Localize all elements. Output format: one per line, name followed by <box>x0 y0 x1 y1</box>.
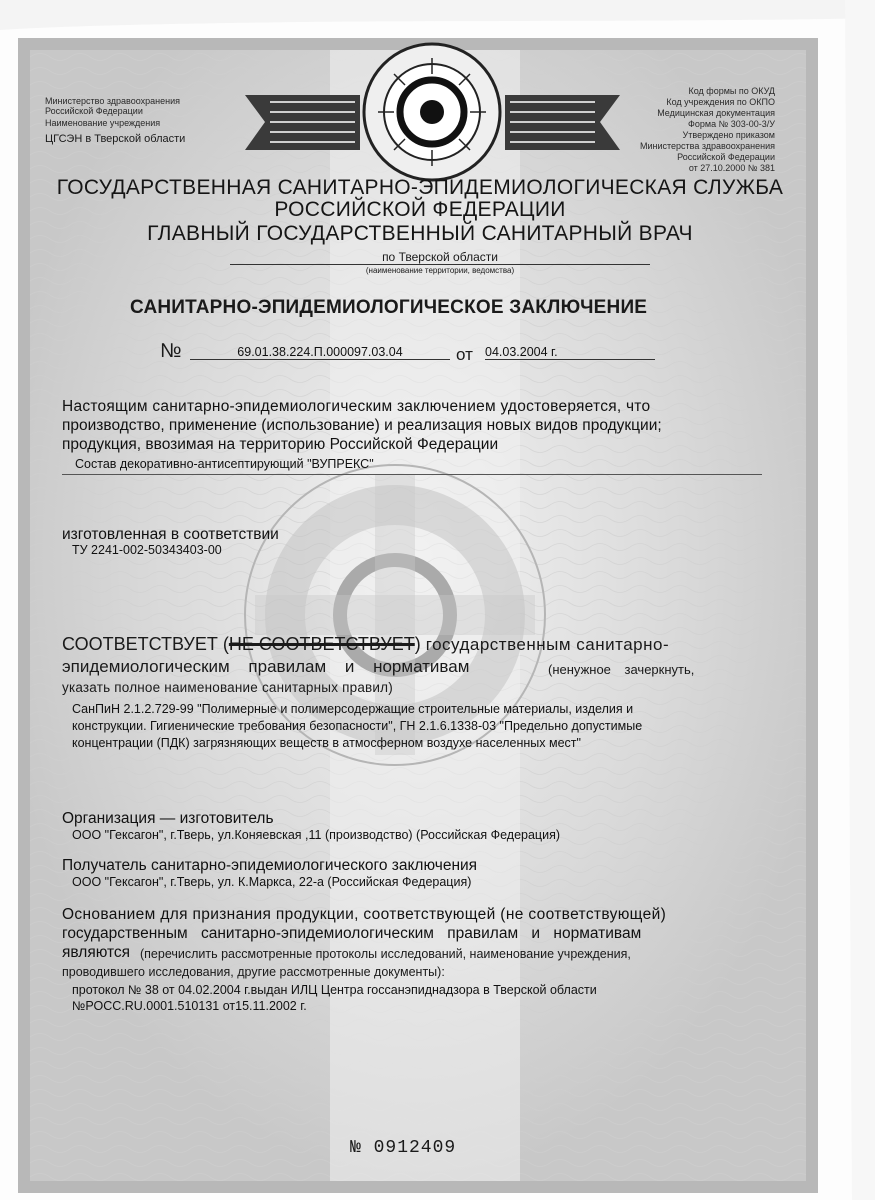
certificate-number: 69.01.38.224.П.000097.03.04 <box>190 345 450 360</box>
protocol-value-2: №РОСС.RU.0001.510131 от15.11.2002 г. <box>72 999 307 1013</box>
form-code-line: Код формы по ОКУД <box>688 86 775 96</box>
intro-line-1: Настоящим санитарно-эпидемиологическим заключением удостоверяется, что <box>62 398 651 415</box>
service-title: ГОСУДАРСТВЕННАЯ САНИТАРНО-ЭПИДЕМИОЛОГИЧЕСКАЯ СЛУЖБА <box>56 176 784 199</box>
institution-name: ЦГСЭН в Тверской области <box>45 133 186 145</box>
form-code-line: Форма № 303-00-3/У <box>688 119 775 129</box>
territory-value: по Тверской области <box>230 250 650 265</box>
ministry-label: Министерство здравоохранения <box>45 96 180 106</box>
product-name: Состав декоративно-антисептирующий "ВУПРЕКС" <box>75 457 374 471</box>
not-conforms-struck: НЕ СООТВЕТСТВУЕТ <box>228 634 415 654</box>
conforms-word: СООТВЕТСТВУЕТ <box>62 634 218 654</box>
conformity-line-3: указать полное наименование санитарных правил) <box>62 680 393 695</box>
number-label: № <box>160 340 182 362</box>
conformity-line-1: СООТВЕТСТВУЕТ (НЕ СООТВЕТСТВУЕТ) государственным санитарно- <box>62 634 670 654</box>
intro-line-2: производство, применение (использование) и реализация новых видов продукции; <box>62 417 662 434</box>
manufacturer-label: Организация — изготовитель <box>62 810 274 827</box>
form-code-line: Министерства здравоохранения <box>640 141 775 151</box>
serial-number: № 0912409 <box>350 1138 457 1158</box>
chief-doctor-title: ГЛАВНЫЙ ГОСУДАРСТВЕННЫЙ САНИТАРНЫЙ ВРАЧ <box>147 222 693 245</box>
manufactured-label: изготовленная в соответствии <box>62 526 279 543</box>
sanitary-rules-1: СанПиН 2.1.2.729-99 "Полимерные и полимерсодержащие строительные материалы, изделия и <box>72 702 634 716</box>
grounds-note: (перечислить рассмотренные протоколы исследований, наименование учреждения, <box>140 947 631 961</box>
intro-line-3: продукция, ввозимая на территорию Российской Федерации <box>62 436 499 453</box>
manufacturer-value: ООО "Гексагон", г.Тверь, ул.Коняевская ,11 (производство) (Российская Федерация) <box>72 828 561 842</box>
technical-spec: ТУ 2241-002-50343403-00 <box>72 543 222 557</box>
grounds-line-2: государственным санитарно-эпидемиологическим правилам и нормативам <box>62 925 642 942</box>
form-code-line: от 27.10.2000 № 381 <box>688 163 775 173</box>
form-code-line: Медицинская документация <box>657 108 775 118</box>
territory-caption: (наименование территории, ведомства) <box>365 266 515 275</box>
grounds-line-3: являются <box>62 944 131 961</box>
grounds-line-1: Основанием для признания продукции, соответствующей (не соответствующей) <box>62 906 667 923</box>
federation-label: Российской Федерации <box>45 106 143 116</box>
sanitary-rules-3: концентрации (ПДК) загрязняющих веществ в атмосферном воздухе населенных мест" <box>72 736 581 750</box>
conformity-line-2: эпидемиологическим правилам и нормативам <box>62 657 470 676</box>
form-code-line: Код учреждения по ОКПО <box>666 97 775 107</box>
form-codes <box>640 86 775 174</box>
service-emblem <box>240 40 625 190</box>
form-code-line: Утверждено приказом <box>682 130 775 140</box>
recipient-value: ООО "Гексагон", г.Тверь, ул. К.Маркса, 22-а (Российская Федерация) <box>72 875 472 889</box>
grounds-line-4: проводившего исследования, другие рассмотренные документы): <box>62 965 445 979</box>
sanitary-rules-2: конструкции. Гигиенические требования безопасности", ГН 2.1.6.1338-03 "Предельно допустимые <box>72 719 643 733</box>
recipient-label: Получатель санитарно-эпидемиологического заключения <box>62 857 478 874</box>
federation-title: РОССИЙСКОЙ ФЕДЕРАЦИИ <box>274 198 566 221</box>
protocol-value-1: протокол № 38 от 04.02.2004 г.выдан ИЛЦ Центра госсанэпиднадзора в Тверской области <box>72 983 597 997</box>
certificate-date: 04.03.2004 г. <box>485 345 655 360</box>
date-label: от <box>456 345 473 364</box>
product-underline <box>62 474 762 475</box>
form-code-line: Российской Федерации <box>677 152 775 162</box>
document-title: САНИТАРНО-ЭПИДЕМИОЛОГИЧЕСКОЕ ЗАКЛЮЧЕНИЕ <box>130 297 648 318</box>
institution-caption: Наименование учреждения <box>45 118 161 128</box>
conformity-rest: государственным санитарно- <box>425 635 670 654</box>
conformity-note: (ненужное зачеркнуть, <box>548 662 695 677</box>
